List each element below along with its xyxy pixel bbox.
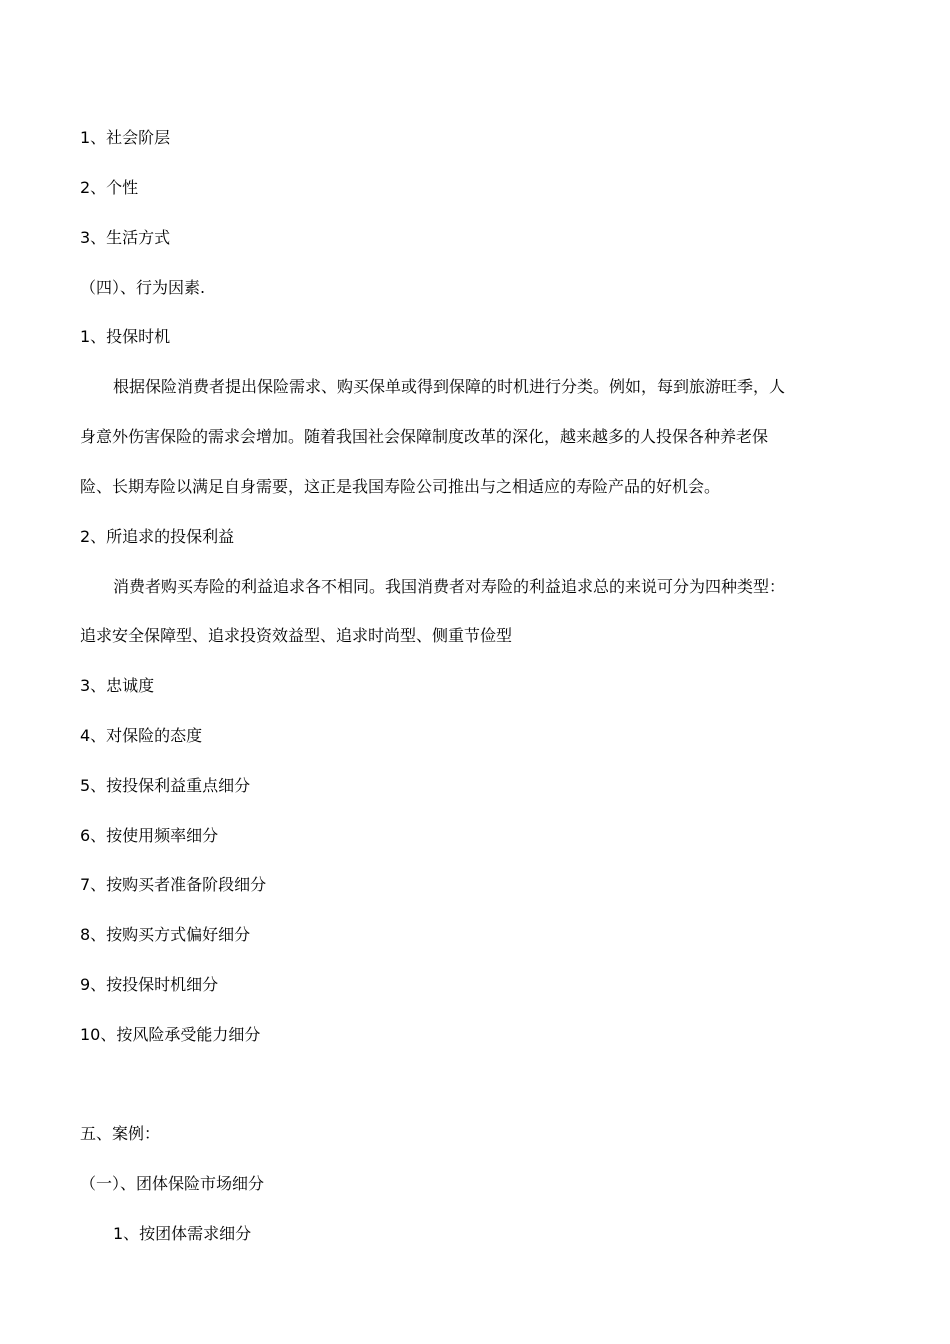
list-item-buyer-readiness: 7、按购买者准备阶段细分 <box>80 875 267 894</box>
list-item-insurance-timing: 1、投保时机 <box>80 327 171 346</box>
paragraph-timing-line-1: 根据保险消费者提出保险需求、购买保单或得到保障的时机进行分类。例如，每到旅游旺季，人 <box>113 377 786 396</box>
list-item-social-class: 1、社会阶层 <box>80 128 171 147</box>
list-item-personality: 2、个性 <box>80 178 139 197</box>
list-item-pursued-benefits: 2、所追求的投保利益 <box>80 527 235 546</box>
paragraph-benefits-line-1: 消费者购买寿险的利益追求各不相同。我国消费者对寿险的利益追求总的来说可分为四种类型： <box>113 577 786 596</box>
list-item-benefit-focus: 5、按投保利益重点细分 <box>80 776 251 795</box>
list-item-usage-frequency: 6、按使用频率细分 <box>80 826 219 845</box>
list-item-lifestyle: 3、生活方式 <box>80 228 171 247</box>
subsection-heading-group-insurance: （一）、团体保险市场细分 <box>80 1174 265 1193</box>
paragraph-timing-line-2: 身意外伤害保险的需求会增加。随着我国社会保障制度改革的深化，越来越多的人投保各种养老保 <box>80 427 769 446</box>
list-item-attitude: 4、对保险的态度 <box>80 726 203 745</box>
list-item-purchase-preference: 8、按购买方式偏好细分 <box>80 925 251 944</box>
list-item-risk-tolerance: 10、按风险承受能力细分 <box>80 1025 261 1044</box>
section-heading-behavior-factors: （四）、行为因素. <box>80 278 206 297</box>
list-item-group-needs: 1、按团体需求细分 <box>113 1224 252 1243</box>
paragraph-benefits-line-2: 追求安全保障型、追求投资效益型、追求时尚型、侧重节俭型 <box>80 626 513 645</box>
paragraph-timing-line-3: 险、长期寿险以满足自身需要，这正是我国寿险公司推出与之相适应的寿险产品的好机会。 <box>80 477 721 496</box>
section-heading-case: 五、案例： <box>80 1124 161 1143</box>
list-item-loyalty: 3、忠诚度 <box>80 676 155 695</box>
list-item-insurance-timing-segment: 9、按投保时机细分 <box>80 975 219 994</box>
